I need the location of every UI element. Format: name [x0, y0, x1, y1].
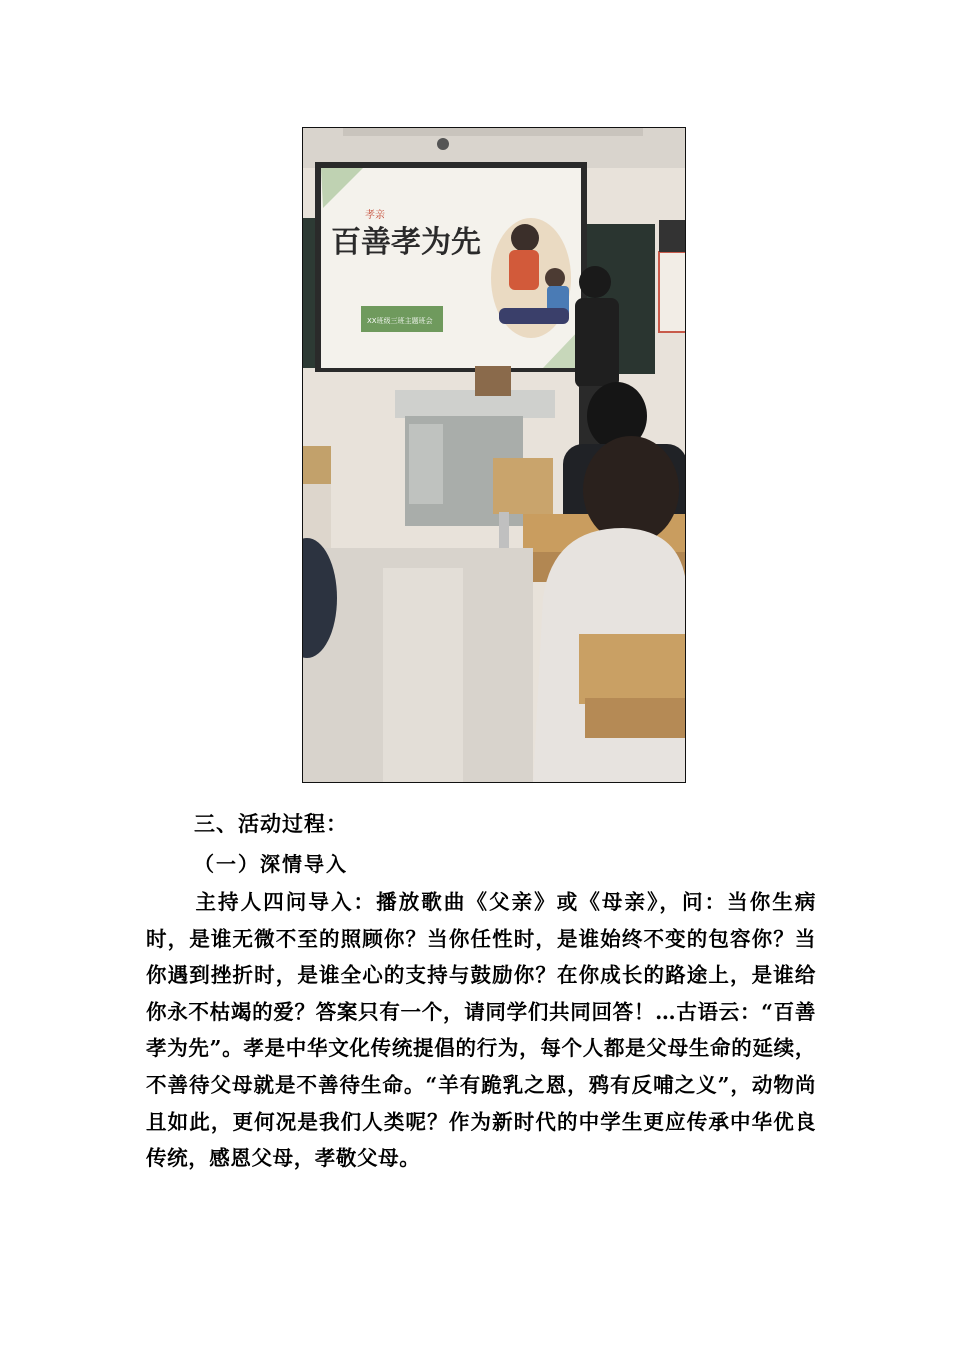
section-subheading: （一）深情导入 [194, 852, 348, 876]
classroom-photo-illustration [303, 128, 686, 783]
intro-paragraph-text: 主持人四问导入：播放歌曲《父亲》或《母亲》，问：当你生病时，是谁无微不至的照顾你？当你任性时，是谁始终不变的包容你？当你遇到挫折时，是谁全心的支持与鼓励你？在你成长的路途上，是谁给你永不枯竭的爱？答案只有一个，请同学们共同回答！…古语云：“百善孝为先”。孝是中华文化传统提倡的行为，每个人都是父母生命的延续，不善待父母就是不善待生命。“羊有跪乳之恩，鸦有反哺之义”，动物尚且如此，更何况是我们人类呢？作为新时代的中学生更应传承中华优良传统，感恩父母，孝敬父母。 [146, 890, 816, 1171]
intro-paragraph [146, 884, 816, 1177]
slide-main-title: 百善孝为先 [331, 225, 481, 260]
classroom-photo [302, 127, 686, 783]
slide-button-label: XX班级三班主题班会 [367, 317, 433, 325]
slide-small-title: 孝亲 [365, 210, 385, 221]
section-heading: 三、活动过程： [194, 811, 348, 836]
